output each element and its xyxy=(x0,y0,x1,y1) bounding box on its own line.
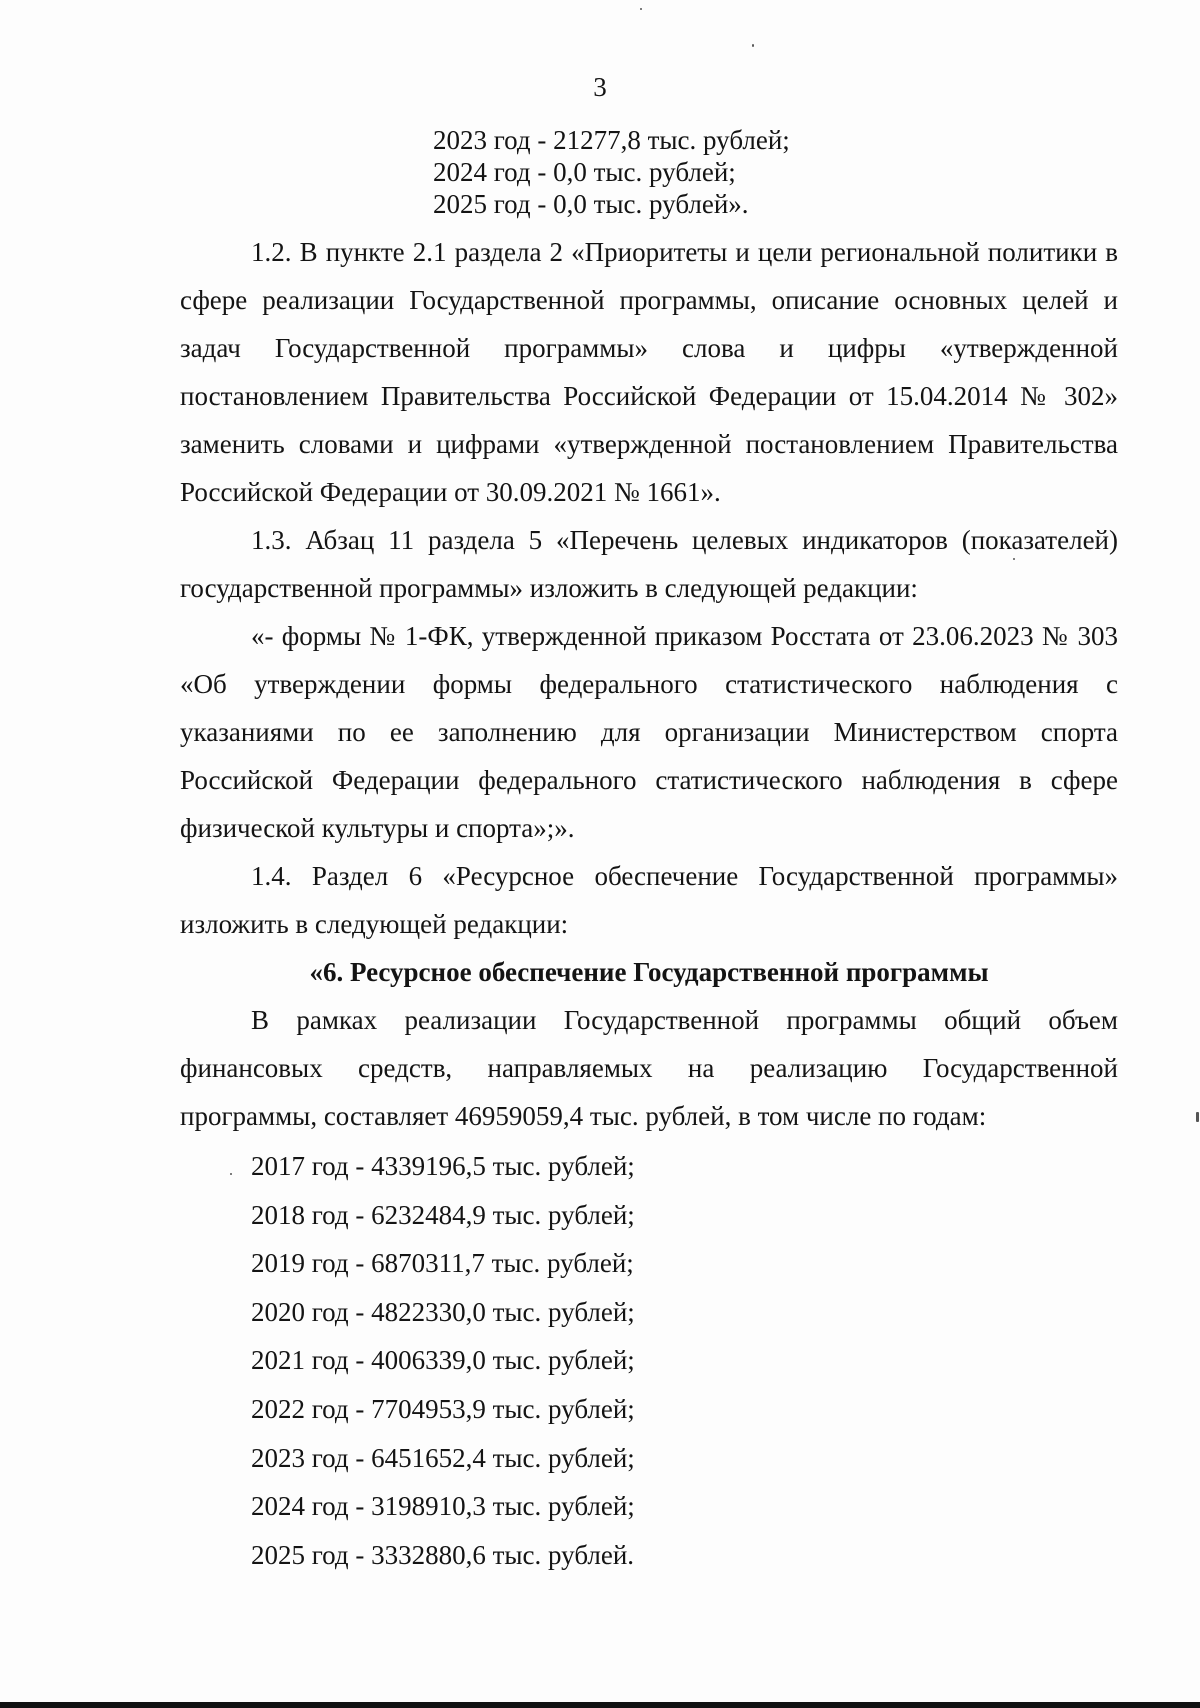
scan-speck xyxy=(1196,1112,1199,1122)
previous-page-tail xyxy=(180,124,1118,220)
document-body xyxy=(180,124,1118,1579)
list-item: 2021 год - 4006339,0 тыс. рублей; xyxy=(251,1345,635,1376)
list-item: 2023 год - 6451652,4 тыс. рублей; xyxy=(251,1442,635,1473)
tail-line: 2023 год - 21277,8 тыс. рублей; xyxy=(433,125,790,155)
paragraph-1-2: 1.2. В пункте 2.1 раздела 2 «Приоритеты и цели региональной политики в сфере реализации Государственной программы, описание основных целей и задач Государственной программы» слова и цифры «утвержденной постановлением Правительства Российской Федерации от 15.04.2014 № 302» заменить словами и цифрами «утвержденной постановлением Правительства Российской Федерации от 30.09.2021 № 1661». xyxy=(180,237,1118,507)
scan-speck xyxy=(640,8,642,10)
section-heading: «6. Ресурсное обеспечение Государственной программы xyxy=(309,957,989,987)
scan-edge xyxy=(0,1702,1200,1708)
funding-by-year-list xyxy=(180,1142,1118,1579)
paragraph-1-4: 1.4. Раздел 6 «Ресурсное обеспечение Государственной программы» изложить в следующей редакции: xyxy=(180,861,1118,939)
paragraph-1-3: 1.3. Абзац 11 раздела 5 «Перечень целевых индикаторов (показателей) государственной программы» изложить в следующей редакции: xyxy=(180,525,1118,603)
list-item: 2018 год - 6232484,9 тыс. рублей; xyxy=(251,1199,635,1230)
list-item: 2024 год - 3198910,3 тыс. рублей; xyxy=(251,1491,635,1522)
tail-line: 2024 год - 0,0 тыс. рублей; xyxy=(433,157,736,187)
scan-speck xyxy=(1013,558,1015,560)
list-item: 2020 год - 4822330,0 тыс. рублей; xyxy=(251,1296,635,1327)
list-item: 2017 год - 4339196,5 тыс. рублей; xyxy=(251,1151,635,1181)
funding-intro: В рамках реализации Государственной программы общий объем финансовых средств, направляемых на реализацию Государственной программы, составляет 46959059,4 тыс. рублей, в том числе по годам: xyxy=(180,1005,1118,1131)
list-item: 2025 год - 3332880,6 тыс. рублей. xyxy=(251,1539,635,1570)
scan-speck xyxy=(752,44,754,47)
paragraph-1-3-quote: «- формы № 1-ФК, утвержденной приказом Росстата от 23.06.2023 № 303 «Об утверждении формы федерального статистического наблюдения с указаниями по ее заполнению для организации Министерством спорта Российской Федерации федерального статистического наблюдения в сфере физической культуры и спорта»;». xyxy=(180,621,1118,843)
list-item: 2019 год - 6870311,7 тыс. рублей; xyxy=(251,1248,634,1279)
list-item: 2022 год - 7704953,9 тыс. рублей; xyxy=(251,1393,635,1424)
scan-speck xyxy=(230,1173,232,1175)
page-number: 3 xyxy=(593,72,607,102)
tail-line: 2025 год - 0,0 тыс. рублей». xyxy=(433,189,749,219)
